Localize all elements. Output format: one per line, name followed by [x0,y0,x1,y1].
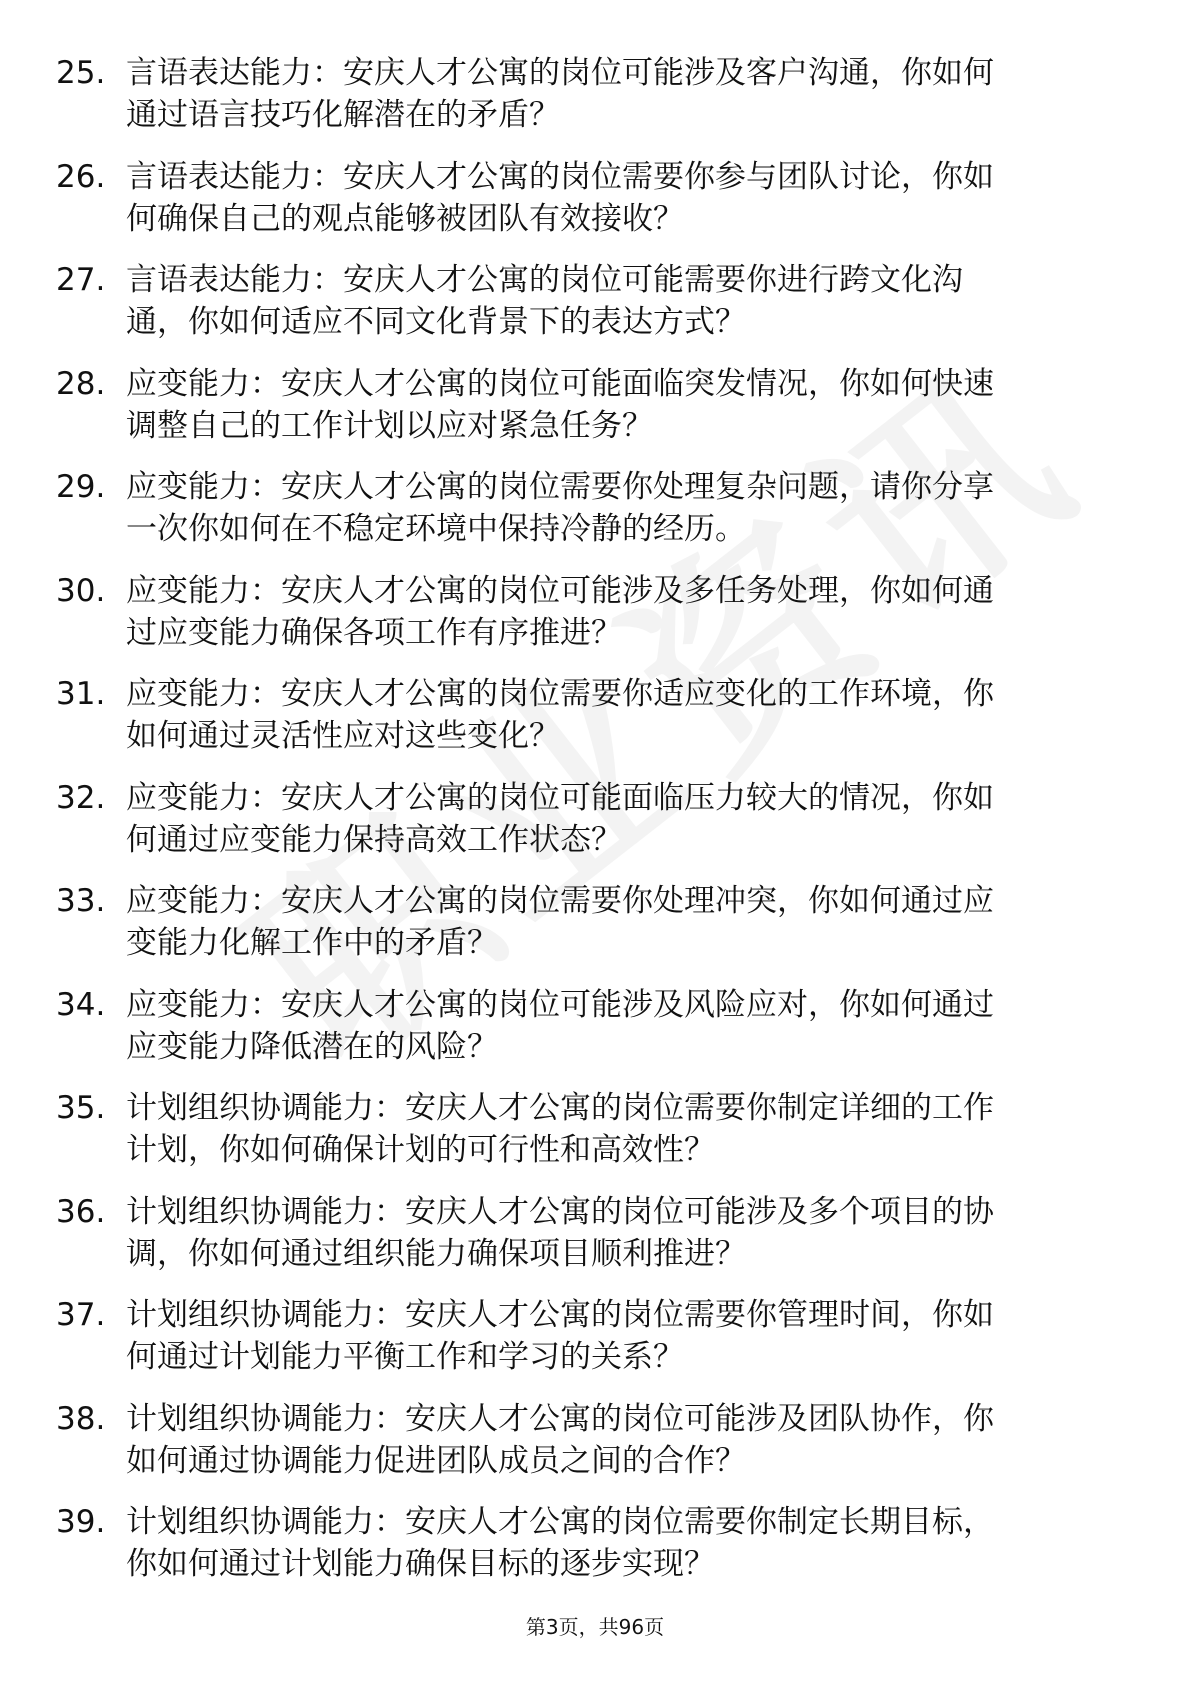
question-number: 30. [56,572,106,609]
question-number: 34. [56,986,106,1023]
question-text [126,52,1126,136]
question-number: 37. [56,1297,106,1333]
question-text [126,466,1126,550]
question-number: 29. [56,469,106,505]
question-line: 调，你如何通过组织能力确保项目顺利推进？ [126,1235,746,1272]
list-item [0,1501,1190,1605]
list-item [0,984,1190,1088]
question-number: 35. [56,1090,106,1126]
list-item [0,466,1190,570]
question-line: 应变能力：安庆人才公寓的岗位可能面临突发情况，你如何快速 [126,365,994,402]
question-line: 通，你如何适应不同文化背景下的表达方式？ [126,304,746,340]
question-number: 38. [56,1400,106,1437]
question-line: 计划组织协调能力：安庆人才公寓的岗位可能涉及团队协作，你 [126,1400,994,1437]
list-item [0,52,1190,156]
list-item [0,1398,1190,1502]
question-line: 调整自己的工作计划以应对紧急任务？ [126,407,653,444]
question-number: 39. [56,1504,106,1540]
list-item [0,1087,1190,1191]
list-item [0,570,1190,674]
list-item [0,1191,1190,1295]
question-line: 计划组织协调能力：安庆人才公寓的岗位需要你制定详细的工作 [126,1090,994,1126]
question-number: 31. [56,676,106,712]
question-number: 32. [56,779,106,816]
question-line: 言语表达能力：安庆人才公寓的岗位可能涉及客户沟通，你如何 [126,55,994,91]
question-number: 25. [56,55,106,91]
question-list [0,52,1190,1605]
page-number: 第3页，共96页 [525,1615,665,1639]
list-item [0,259,1190,363]
question-text [126,363,1126,447]
question-line: 何确保自己的观点能够被团队有效接收？ [126,200,684,237]
question-line: 应变能力：安庆人才公寓的岗位需要你处理冲突，你如何通过应 [126,883,994,919]
question-text [126,673,1126,757]
question-text [126,259,1126,343]
question-line: 一次你如何在不稳定环境中保持冷静的经历。 [126,511,746,547]
question-line: 何通过计划能力平衡工作和学习的关系？ [126,1339,684,1375]
question-text [126,156,1126,240]
list-item [0,777,1190,881]
question-line: 过应变能力确保各项工作有序推进？ [126,614,622,651]
question-line: 应变能力：安庆人才公寓的岗位可能面临压力较大的情况，你如 [126,779,994,816]
list-item [0,363,1190,467]
question-line: 何通过应变能力保持高效工作状态？ [126,821,622,858]
question-line: 应变能力降低潜在的风险？ [126,1028,498,1065]
question-text [126,1294,1126,1378]
question-number: 28. [56,365,106,402]
question-text [126,1501,1126,1585]
question-line: 言语表达能力：安庆人才公寓的岗位需要你参与团队讨论，你如 [126,158,994,195]
question-text [126,880,1126,964]
question-line: 计划组织协调能力：安庆人才公寓的岗位需要你管理时间，你如 [126,1297,994,1333]
question-text [126,570,1126,654]
question-line: 你如何通过计划能力确保目标的逐步实现？ [126,1546,715,1582]
question-line: 言语表达能力：安庆人才公寓的岗位可能需要你进行跨文化沟 [126,262,963,298]
question-text [126,777,1126,861]
question-line: 计划组织协调能力：安庆人才公寓的岗位可能涉及多个项目的协 [126,1193,994,1230]
question-text [126,1398,1126,1482]
question-line: 计划组织协调能力：安庆人才公寓的岗位需要你制定长期目标， [126,1504,994,1540]
question-line: 应变能力：安庆人才公寓的岗位可能涉及风险应对，你如何通过 [126,986,994,1023]
question-line: 如何通过灵活性应对这些变化？ [126,718,560,754]
question-line: 计划，你如何确保计划的可行性和高效性？ [126,1132,715,1168]
question-line: 变能力化解工作中的矛盾？ [126,925,498,961]
question-text [126,984,1126,1068]
list-item [0,880,1190,984]
list-item [0,1294,1190,1398]
question-text [126,1087,1126,1171]
question-number: 33. [56,883,106,919]
question-line: 应变能力：安庆人才公寓的岗位需要你适应变化的工作环境，你 [126,676,994,712]
list-item [0,156,1190,260]
question-number: 26. [56,158,106,195]
question-line: 应变能力：安庆人才公寓的岗位可能涉及多任务处理，你如何通 [126,572,994,609]
question-number: 27. [56,262,106,298]
question-line: 如何通过协调能力促进团队成员之间的合作？ [126,1442,746,1479]
list-item [0,673,1190,777]
question-number: 36. [56,1193,106,1230]
question-line: 应变能力：安庆人才公寓的岗位需要你处理复杂问题，请你分享 [126,469,994,505]
question-text [126,1191,1126,1275]
question-line: 通过语言技巧化解潜在的矛盾？ [126,97,560,133]
